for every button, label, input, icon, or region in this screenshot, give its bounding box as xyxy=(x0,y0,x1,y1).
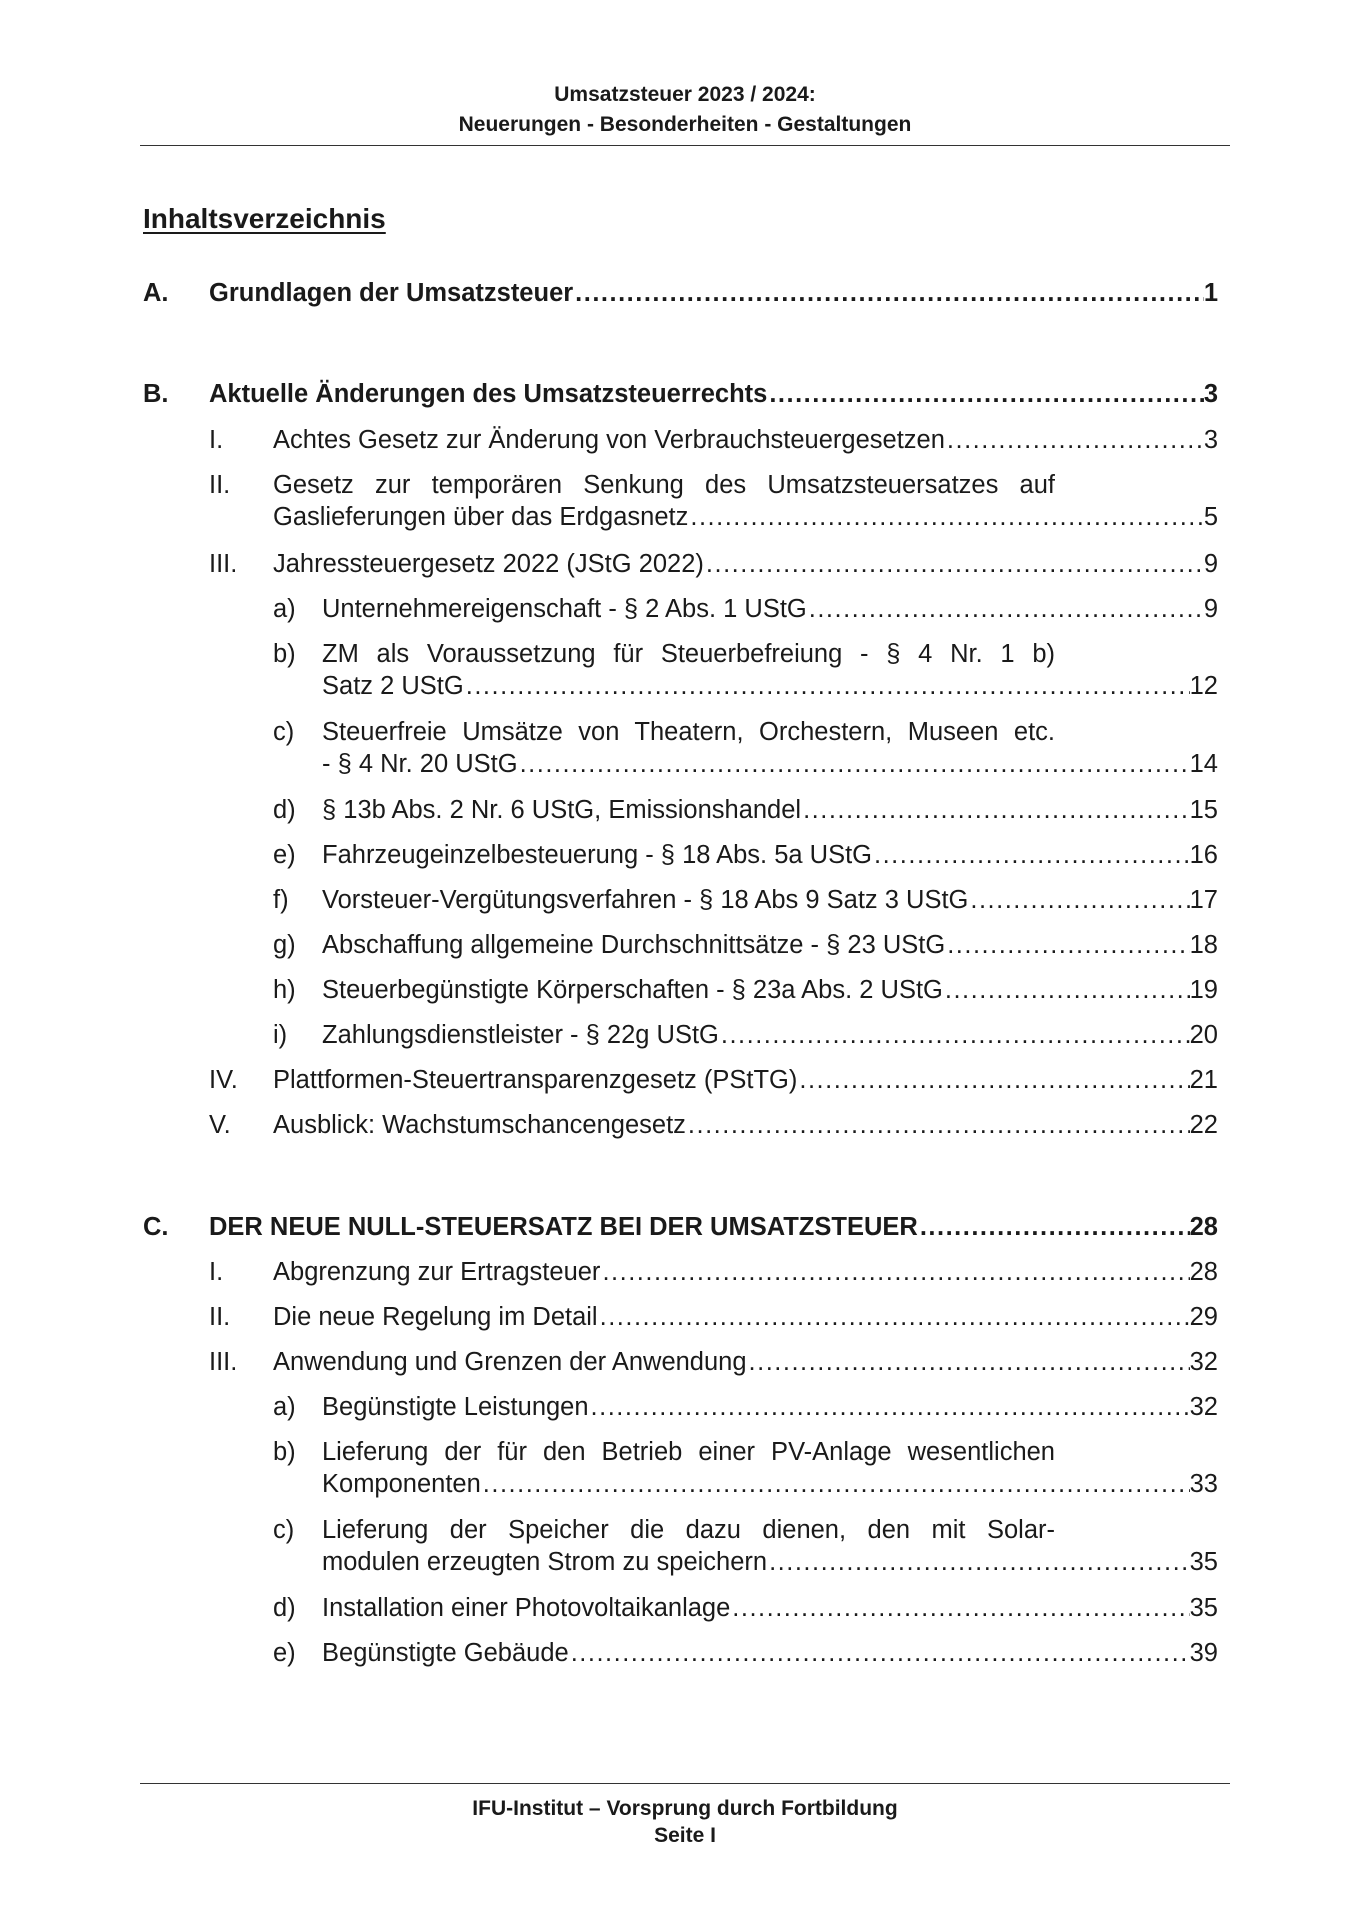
toc-page-number: 29 xyxy=(1189,1303,1218,1331)
leader-dots xyxy=(730,1592,1189,1624)
toc-entry-c-iii-c[interactable] xyxy=(273,1514,1218,1578)
leader-dots xyxy=(807,593,1204,625)
toc-entry-text: § 13b Abs. 2 Nr. 6 UStG, Emissionshandel xyxy=(322,796,802,824)
toc-entry-text-line2: Gaslieferungen über das Erdgasnetz xyxy=(273,503,689,531)
toc-entry-label: e) xyxy=(273,841,296,869)
toc-page-number: 32 xyxy=(1189,1348,1218,1376)
toc-entry-label: A. xyxy=(143,279,169,307)
toc-entry-text-line1: Lieferung der für den Betrieb einer PV-Anlage wesentlichen xyxy=(322,1438,1055,1466)
toc-entry-text: Plattformen-Steuertransparenzgesetz (PStTG) xyxy=(273,1066,798,1094)
footer-divider xyxy=(140,1783,1230,1784)
leader-dots xyxy=(686,1109,1190,1141)
toc-entry-label: C. xyxy=(143,1213,169,1241)
leader-dots xyxy=(600,1256,1189,1288)
toc-page-number: 28 xyxy=(1189,1213,1218,1241)
toc-entry-text: Abgrenzung zur Ertragsteuer xyxy=(273,1258,601,1286)
toc-entry-text-line2: - § 4 Nr. 20 UStG xyxy=(322,750,518,778)
leader-dots xyxy=(767,378,1203,410)
leader-dots xyxy=(918,1211,1190,1243)
leader-dots xyxy=(801,794,1190,826)
toc-entry-label: c) xyxy=(273,718,295,746)
toc-entry-label: b) xyxy=(273,640,296,668)
page-header xyxy=(140,80,1230,140)
toc-entry-label: d) xyxy=(273,796,296,824)
toc-entry-text: Die neue Regelung im Detail xyxy=(273,1303,598,1331)
toc-page-number: 3 xyxy=(1203,426,1218,454)
toc-page-number: 20 xyxy=(1189,1021,1218,1049)
toc-entry-text: Installation einer Photovoltaikanlage xyxy=(322,1594,731,1622)
toc-entry-label: V. xyxy=(209,1111,231,1139)
leader-dots xyxy=(797,1064,1189,1096)
toc-entry-label: d) xyxy=(273,1594,296,1622)
header-subtitle: Neuerungen - Besonderheiten - Gestaltungen xyxy=(458,113,912,136)
toc-entry-b-iii-c[interactable] xyxy=(273,716,1218,780)
toc-entry-text-line1: Steuerfreie Umsätze von Theatern, Orchestern, Museen etc. xyxy=(322,718,1055,746)
toc-page-number: 9 xyxy=(1203,595,1218,623)
toc-page-number: 14 xyxy=(1189,750,1218,778)
leader-dots xyxy=(943,974,1190,1006)
toc-page-number: 19 xyxy=(1189,976,1218,1004)
page-footer xyxy=(140,1795,1230,1849)
leader-dots xyxy=(719,1019,1190,1051)
toc-entry-text-line1: Gesetz zur temporären Senkung des Umsatzsteuersatzes auf xyxy=(273,471,1055,499)
toc-entry-c-iii-b[interactable] xyxy=(273,1436,1218,1500)
toc-page-number: 15 xyxy=(1189,796,1218,824)
toc-entry-text: Abschaffung allgemeine Durchschnittsätze - § 23 UStG xyxy=(322,931,946,959)
toc-entry-label: a) xyxy=(273,1393,296,1421)
toc-entry-text: Anwendung und Grenzen der Anwendung xyxy=(273,1348,747,1376)
toc-page-number: 35 xyxy=(1189,1548,1218,1576)
toc-entry-label: II. xyxy=(209,471,231,499)
toc-page-number: 35 xyxy=(1189,1594,1218,1622)
header-title: Umsatzsteuer 2023 / 2024: xyxy=(554,83,816,106)
toc-entry-text: Jahressteuergesetz 2022 (JStG 2022) xyxy=(273,550,704,578)
leader-dots xyxy=(481,1468,1190,1500)
toc-entry-text: Aktuelle Änderungen des Umsatzsteuerrechts xyxy=(209,380,768,408)
toc-entry-label: B. xyxy=(143,380,169,408)
toc-entry-text: Unternehmereigenschaft - § 2 Abs. 1 UStG xyxy=(322,595,807,623)
toc-entry-label: III. xyxy=(209,550,238,578)
toc-page-number: 9 xyxy=(1203,550,1218,578)
toc-page-number: 28 xyxy=(1189,1258,1218,1286)
toc-page-number: 39 xyxy=(1189,1639,1218,1667)
toc-page-number: 33 xyxy=(1189,1470,1218,1498)
leader-dots xyxy=(704,548,1204,580)
leader-dots xyxy=(589,1391,1190,1423)
toc-page-number: 12 xyxy=(1189,672,1218,700)
toc-page-number: 1 xyxy=(1203,279,1218,307)
toc-entry-text: Steuerbegünstigte Körperschaften - § 23a Abs. 2 UStG xyxy=(322,976,943,1004)
footer-page-number: Seite I xyxy=(654,1824,716,1847)
footer-institute: IFU-Institut – Vorsprung durch Fortbildung xyxy=(472,1797,898,1820)
toc-entry-label: c) xyxy=(273,1516,295,1544)
toc-page-number: 32 xyxy=(1189,1393,1218,1421)
toc-entry-text: Achtes Gesetz zur Änderung von Verbrauchsteuergesetzen xyxy=(273,426,945,454)
leader-dots xyxy=(968,884,1189,916)
toc-entry-text-line2: modulen erzeugten Strom zu speichern xyxy=(322,1548,768,1576)
leader-dots xyxy=(945,929,1189,961)
toc-page-number: 16 xyxy=(1189,841,1218,869)
toc-entry-label: II. xyxy=(209,1303,231,1331)
toc-entry-label: h) xyxy=(273,976,296,1004)
toc-entry-label: III. xyxy=(209,1348,238,1376)
toc-entry-text: Fahrzeugeinzelbesteuerung - § 18 Abs. 5a UStG xyxy=(322,841,873,869)
toc-entry-label: b) xyxy=(273,1438,296,1466)
toc-entry-label: i) xyxy=(273,1021,288,1049)
toc-entry-text: Zahlungsdienstleister - § 22g UStG xyxy=(322,1021,719,1049)
toc-entry-label: a) xyxy=(273,595,296,623)
toc-page-number: 3 xyxy=(1203,380,1218,408)
toc-entry-text: Vorsteuer-Vergütungsverfahren - § 18 Abs 9 Satz 3 UStG xyxy=(322,886,969,914)
leader-dots xyxy=(688,501,1203,533)
toc-entry-b-iii-b[interactable] xyxy=(273,638,1218,702)
toc-entry-label: I. xyxy=(209,426,224,454)
leader-dots xyxy=(872,839,1190,871)
toc-page-number: 17 xyxy=(1189,886,1218,914)
toc-page-number: 22 xyxy=(1189,1111,1218,1139)
leader-dots xyxy=(569,1637,1190,1669)
toc-entry-text: DER NEUE NULL-STEUERSATZ BEI DER UMSATZSTEUER xyxy=(209,1213,918,1241)
toc-entry-label: g) xyxy=(273,931,296,959)
leader-dots xyxy=(598,1301,1190,1333)
toc-entry-b-ii[interactable] xyxy=(209,469,1218,533)
toc-entry-text: Grundlagen der Umsatzsteuer xyxy=(209,279,574,307)
toc-entry-text: Begünstigte Leistungen xyxy=(322,1393,589,1421)
leader-dots xyxy=(747,1346,1190,1378)
toc-entry-label: f) xyxy=(273,886,289,914)
leader-dots xyxy=(464,670,1190,702)
leader-dots xyxy=(945,424,1204,456)
toc-entry-text: Ausblick: Wachstumschancengesetz xyxy=(273,1111,686,1139)
toc-entry-text: Begünstigte Gebäude xyxy=(322,1639,569,1667)
leader-dots xyxy=(573,277,1204,309)
toc-entry-label: I. xyxy=(209,1258,224,1286)
toc-entry-label: IV. xyxy=(209,1066,238,1094)
toc-page-number: 21 xyxy=(1189,1066,1218,1094)
toc-entry-text-line1: ZM als Voraussetzung für Steuerbefreiung - § 4 Nr. 1 b) xyxy=(322,640,1055,668)
toc-title: Inhaltsverzeichnis xyxy=(143,203,386,234)
toc-page-number: 18 xyxy=(1189,931,1218,959)
toc-entry-text-line1: Lieferung der Speicher die dazu dienen, den mit Solar- xyxy=(322,1516,1055,1544)
toc-entry-label: e) xyxy=(273,1639,296,1667)
toc-entry-text-line2: Satz 2 UStG xyxy=(322,672,464,700)
toc-entry-text-line2: Komponenten xyxy=(322,1470,481,1498)
leader-dots xyxy=(767,1546,1190,1578)
toc-page-number: 5 xyxy=(1203,503,1218,531)
leader-dots xyxy=(518,748,1190,780)
header-divider xyxy=(140,145,1230,146)
